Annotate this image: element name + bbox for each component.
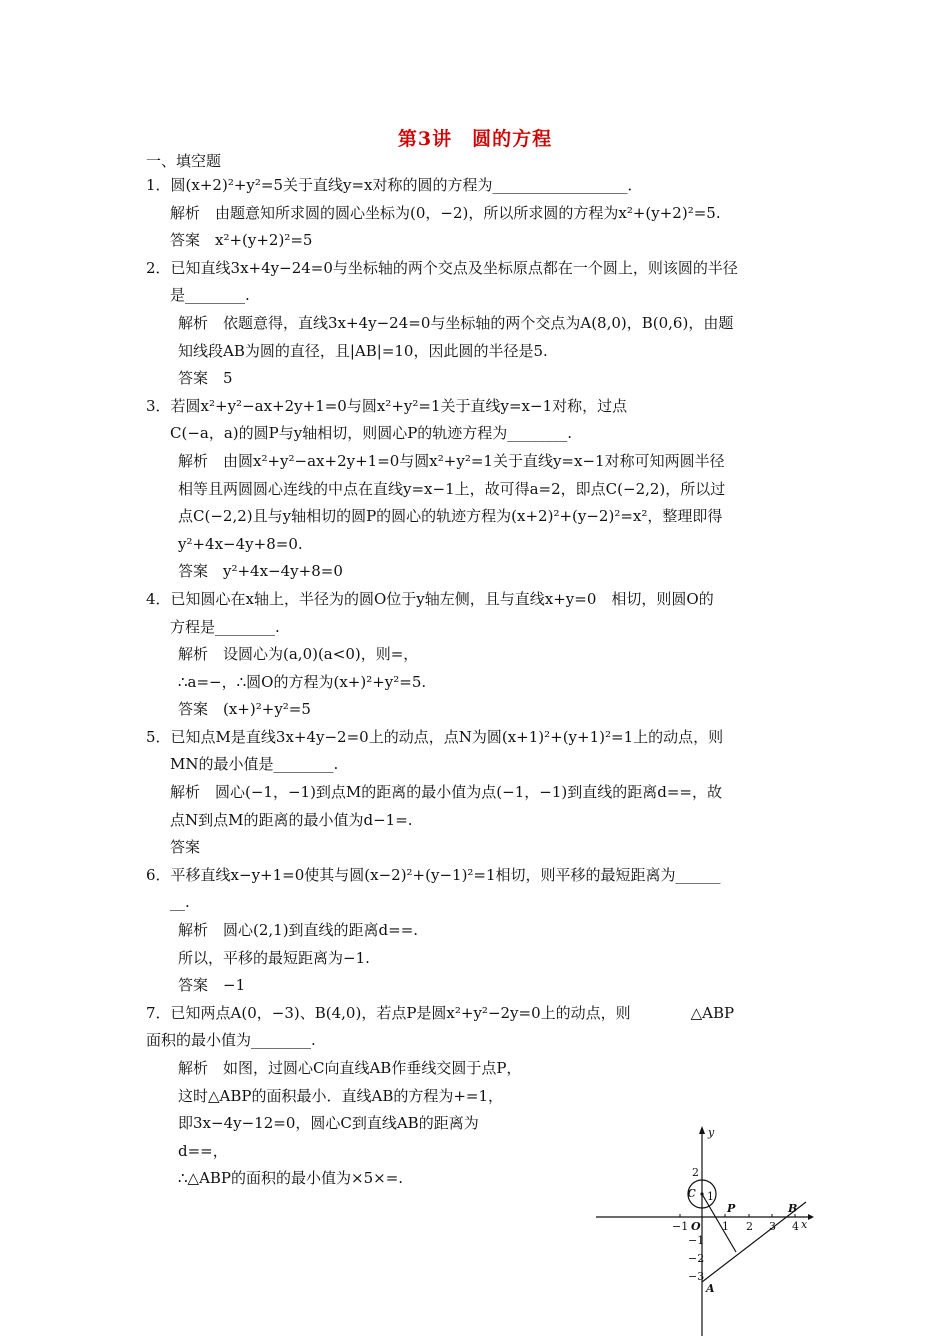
solution-line: 答案 (170, 838, 201, 857)
figure-svg (596, 1124, 816, 1340)
question-line: 7．已知两点A(0，−3)、B(4,0)，若点P是圆x²+y²−2y=0上的动点，则 △ABP (146, 1003, 735, 1022)
solution-line: 解析 设圆心为(a,0)(a<0)，则=， (178, 645, 419, 664)
solution-line: MN的最小值是________. (170, 755, 339, 774)
origin-label: O (691, 1220, 701, 1233)
question-line: 面积的最小值为________. (146, 1031, 316, 1050)
solution-line: 解析 圆心(2,1)到直线的距离d==. (178, 921, 419, 940)
solution-line: 点C(−2,2)且与y轴相切的圆P的圆心的轨迹方程为(x+2)²+(y−2)²=x²，整理即得 (178, 507, 723, 526)
axis-x-label: x (801, 1218, 808, 1231)
solution-line: 答案 y²+4x−4y+8=0 (178, 562, 343, 581)
solution-line: 这时△ABP的面积最小．直线AB的方程为+=1， (178, 1086, 504, 1105)
tick-y: −3 (688, 1270, 705, 1283)
coordinate-figure (596, 1124, 816, 1340)
solution-line: 方程是________. (170, 617, 280, 636)
solution-line: __. (170, 893, 190, 912)
question-line: 3．若圆x²+y²−ax+2y+1=0与圆x²+y²=1关于直线y=x−1对称，过点 (146, 396, 628, 415)
solution-line: 即3x−4y−12=0，圆心C到直线AB的距离为 (178, 1114, 479, 1133)
solution-line: 解析 由题意知所求圆的圆心坐标为(0，−2)，所以所求圆的方程为x²+(y+2)²=5. (170, 203, 721, 222)
tick-x: 4 (792, 1220, 799, 1233)
solution-line: 知线段AB为圆的直径，且|AB|=10，因此圆的半径是5. (178, 341, 548, 360)
axis-y-label: y (708, 1126, 715, 1139)
solution-line: 答案 −1 (178, 976, 246, 995)
question-line: 2．已知直线3x+4y−24=0与坐标轴的两个交点及坐标原点都在一个圆上，则该圆的半径 (146, 258, 738, 277)
page-title: 第3讲 圆的方程 (397, 128, 553, 150)
point-a-label: A (706, 1282, 715, 1295)
solution-line: 是________. (170, 286, 250, 305)
section-heading: 一、填空题 (146, 152, 222, 170)
tick-x: 3 (769, 1220, 776, 1233)
tick-y: −1 (688, 1234, 705, 1247)
tick-y: 2 (692, 1166, 699, 1179)
point-c-label: C (687, 1187, 696, 1200)
question-line: 6．平移直线x−y+1=0使其与圆(x−2)²+(y−1)²=1相切，则平移的最短距离为______ (146, 865, 721, 884)
solution-line: 答案 x²+(y+2)²=5 (170, 231, 313, 250)
tick-x: 2 (746, 1220, 753, 1233)
solution-line: 答案 5 (178, 369, 233, 388)
tick-x: −1 (672, 1220, 689, 1233)
solution-line: y²+4x−4y+8=0. (178, 534, 303, 553)
solution-line: 解析 依题意得，直线3x+4y−24=0与坐标轴的两个交点为A(8,0)，B(0,6)，由题 (178, 313, 734, 332)
solution-line: 相等且两圆圆心连线的中点在直线y=x−1上，故可得a=2，即点C(−2,2)，所以过 (178, 479, 726, 498)
question-line: 1．圆(x+2)²+y²=5关于直线y=x对称的圆的方程为__________________． (146, 176, 643, 194)
tick-y: −2 (688, 1252, 705, 1265)
question-line: 5．已知点M是直线3x+4y−2=0上的动点，点N为圆(x+1)²+(y+1)²=1上的动点，则 (146, 727, 724, 746)
solution-line: 解析 由圆x²+y²−ax+2y+1=0与圆x²+y²=1关于直线y=x−1对称可知两圆半径 (178, 451, 725, 470)
y-axis-arrow (699, 1126, 705, 1134)
solution-line: 解析 如图，过圆心C向直线AB作垂线交圆于点P， (178, 1059, 522, 1077)
solution-line: 所以，平移的最短距离为−1. (178, 948, 370, 967)
solution-line: 解析 圆心(−1，−1)到点M的距离的最小值为点(−1，−1)到直线的距离d==，故 (170, 783, 722, 802)
point-b-label: B (788, 1202, 798, 1215)
problem-list (146, 172, 810, 1193)
x-axis-arrow (808, 1214, 814, 1220)
solution-line: 点N到点M的距离的最小值为d−1=. (170, 810, 413, 829)
solution-line: ∴a=−，∴圆O的方程为(x+)²+y²=5. (178, 672, 427, 691)
question-line: 4．已知圆心在x轴上，半径为的圆O位于y轴左侧，且与直线x+y=0 相切，则圆O的 (146, 589, 714, 608)
tick-x: 1 (722, 1220, 729, 1233)
solution-line: ∴△ABP的面积的最小值为×5×=. (178, 1169, 404, 1188)
solution-line: C(−a，a)的圆P与y轴相切，则圆心P的轨迹方程为________. (170, 424, 573, 443)
solution-line: d==， (178, 1141, 228, 1160)
solution-line: 答案 (x+)²+y²=5 (178, 700, 311, 719)
point-p-label: P (727, 1202, 736, 1215)
tick-y: 1 (707, 1190, 714, 1203)
